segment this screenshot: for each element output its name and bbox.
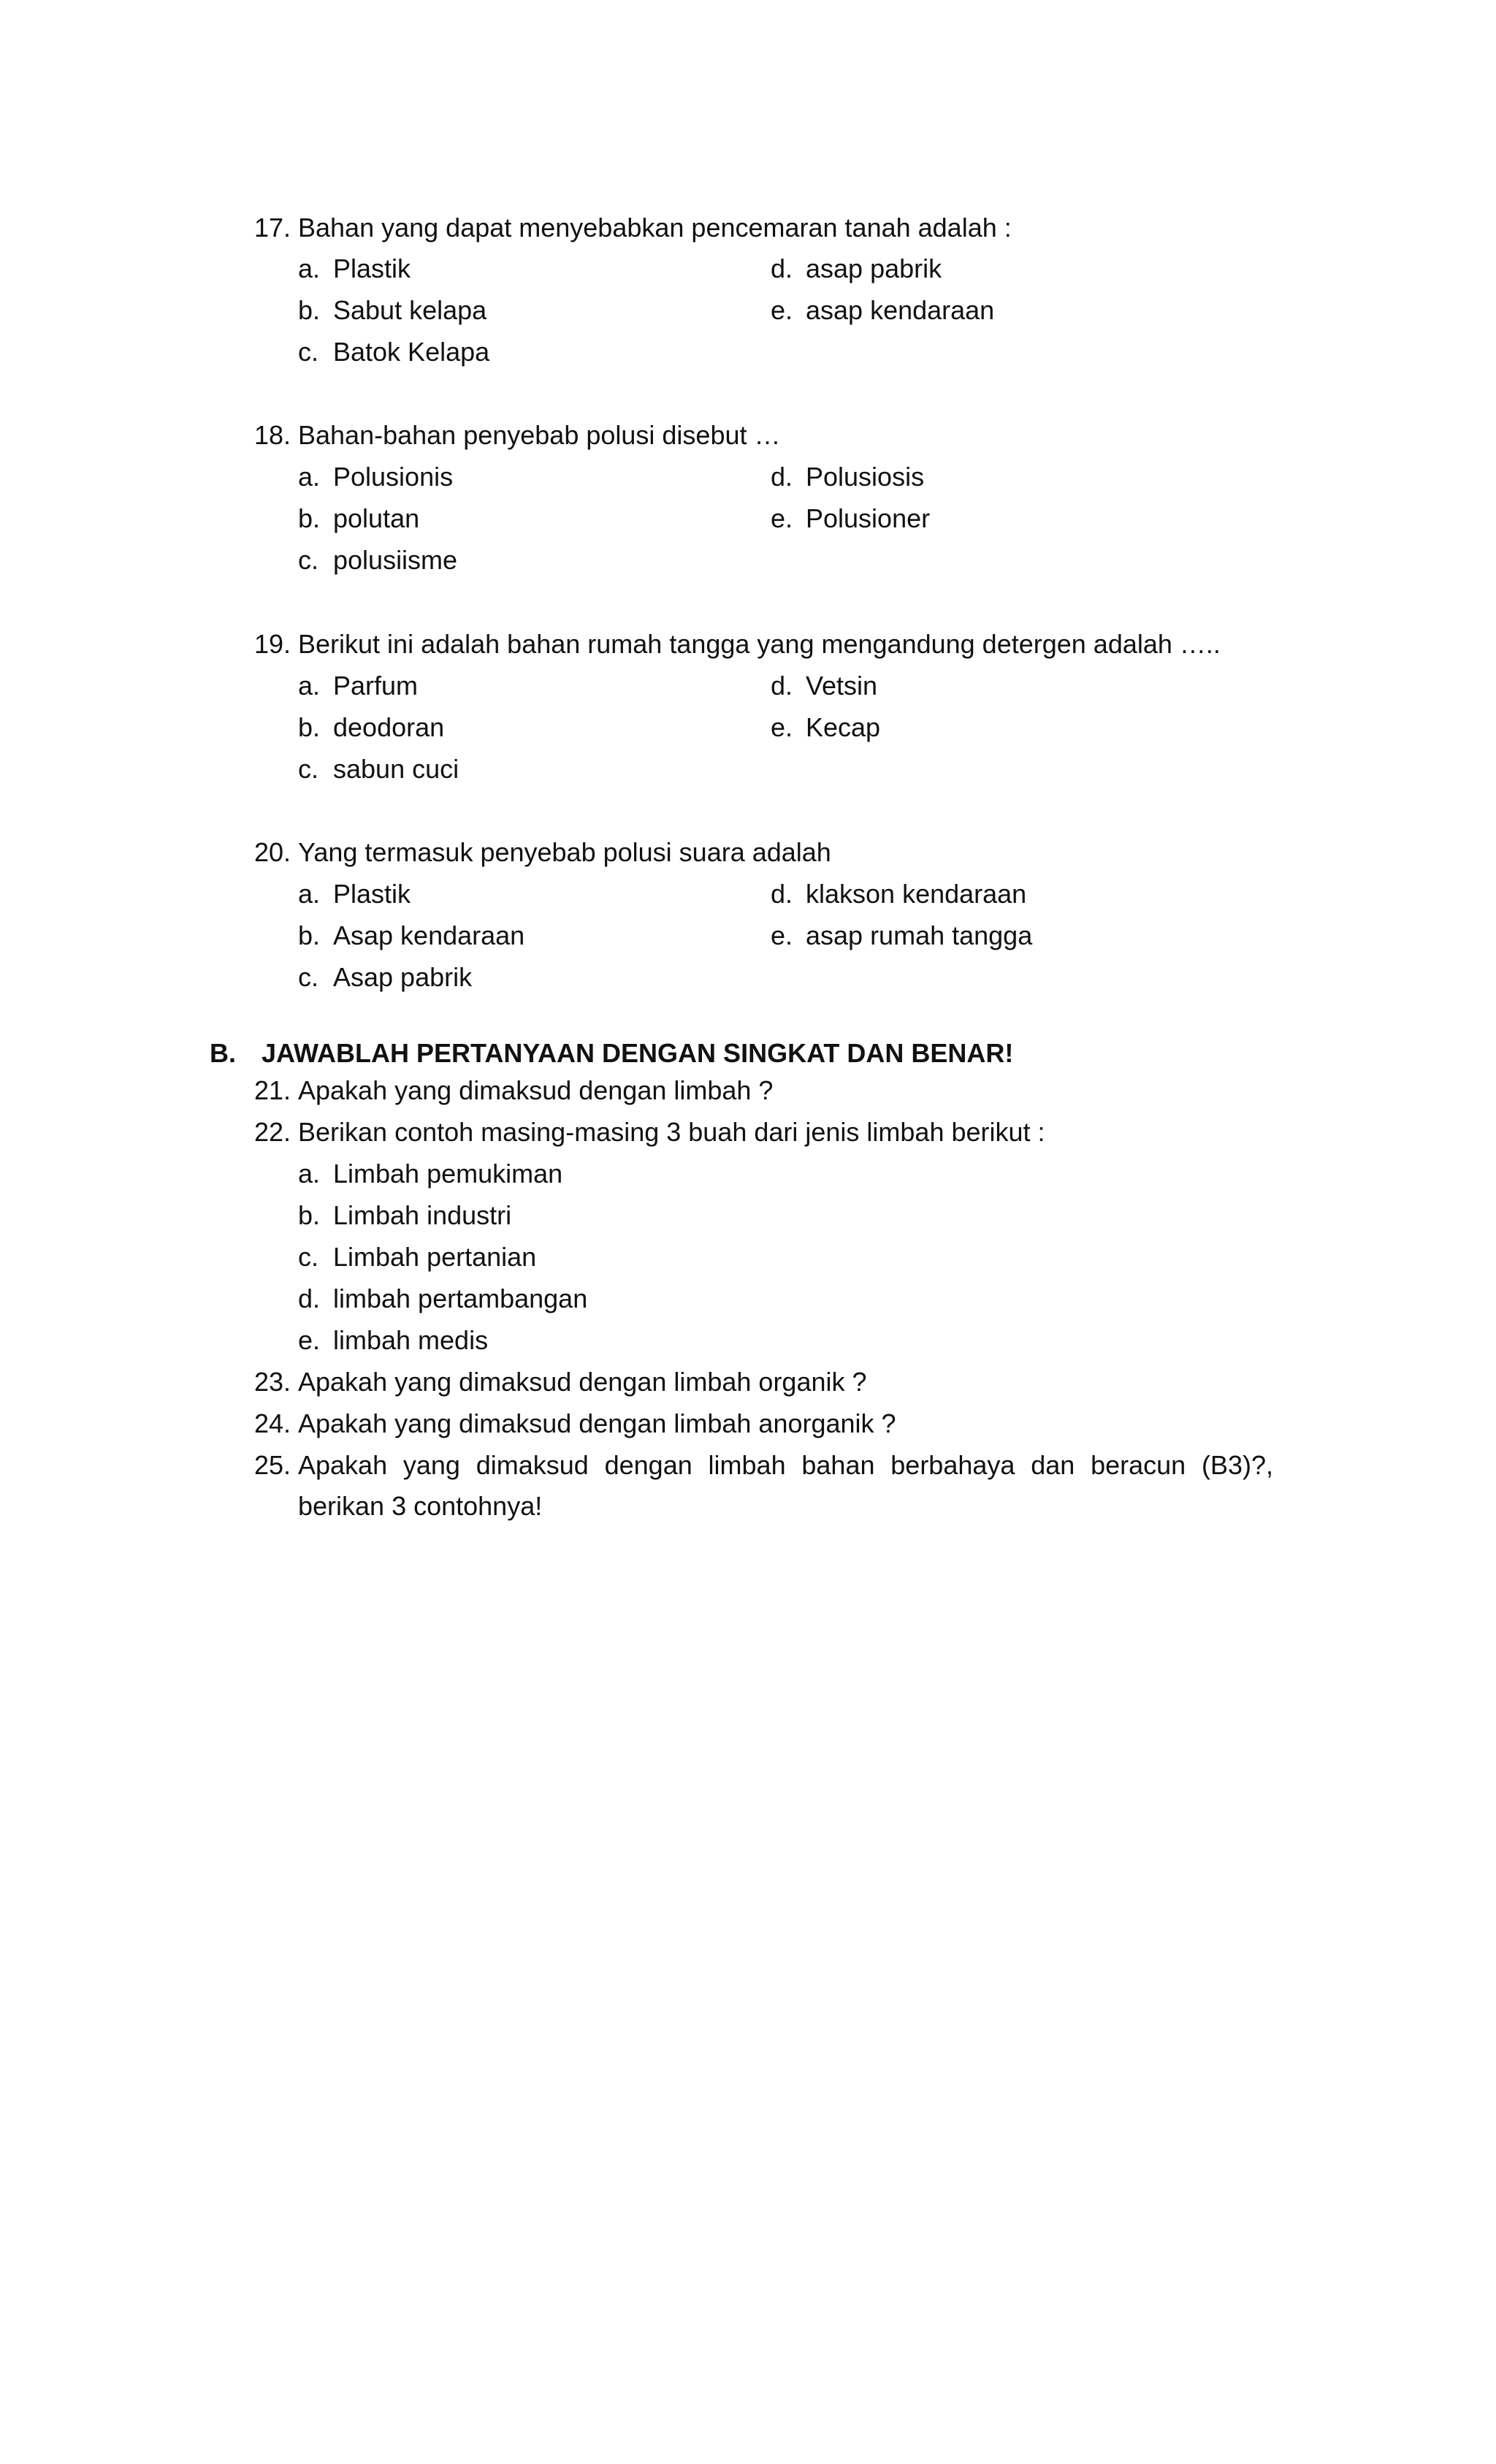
list-item: b. Limbah industri <box>298 1200 512 1230</box>
question-text: Apakah yang dimaksud dengan limbah anorganik ? <box>298 1408 896 1438</box>
question-17 <box>254 212 1012 244</box>
question-text: Apakah yang dimaksud dengan limbah bahan berbahaya dan beracun (B3)?, berikan 3 contohnya! <box>298 1450 1273 1521</box>
question-text: Bahan yang dapat menyebabkan pencemaran tanah adalah : <box>298 213 1012 243</box>
option-e: e. Kecap <box>771 712 881 742</box>
option-a: a. Plastik <box>298 879 411 909</box>
option-d: d. Vetsin <box>771 671 878 701</box>
question-number: 23. <box>254 1367 291 1397</box>
question-23 <box>254 1366 867 1398</box>
option-c: c. Batok Kelapa <box>298 337 490 367</box>
option-b: b. Asap kendaraan <box>298 920 525 950</box>
question-20 <box>254 836 831 869</box>
option-e: e. asap kendaraan <box>771 295 995 325</box>
option-e: e. Polusioner <box>771 503 931 533</box>
option-b: b. polutan <box>298 503 420 533</box>
question-22 <box>254 1116 1045 1148</box>
question-number: 20. <box>254 837 291 867</box>
question-number: 19. <box>254 629 291 659</box>
list-item: a. Limbah pemukiman <box>298 1159 563 1189</box>
question-text: Apakah yang dimaksud dengan limbah organik ? <box>298 1367 867 1397</box>
question-number: 22. <box>254 1117 291 1147</box>
option-e: e. asap rumah tangga <box>771 920 1033 950</box>
question-number: 21. <box>254 1075 291 1105</box>
option-d: d. Polusiosis <box>771 462 925 492</box>
option-d: d. klakson kendaraan <box>771 879 1027 909</box>
question-number: 18. <box>254 420 291 450</box>
option-a: a. Polusionis <box>298 462 454 492</box>
list-item: d. limbah pertambangan <box>298 1284 588 1313</box>
question-text: Bahan-bahan penyebab polusi disebut … <box>298 420 781 450</box>
question-text: Berikut ini adalah bahan rumah tangga yang mengandung detergen adalah ….. <box>298 629 1221 659</box>
section-letter: B. <box>210 1038 236 1068</box>
option-b: b. Sabut kelapa <box>298 295 487 325</box>
question-18 <box>254 419 781 451</box>
option-c: c. sabun cuci <box>298 754 459 784</box>
question-text: Berikan contoh masing-masing 3 buah dari jenis limbah berikut : <box>298 1117 1045 1147</box>
question-25 <box>254 1445 1273 1527</box>
question-19 <box>254 628 1221 660</box>
question-text: Apakah yang dimaksud dengan limbah ? <box>298 1075 774 1105</box>
option-a: a. Parfum <box>298 671 419 701</box>
question-number: 17. <box>254 213 291 243</box>
question-21 <box>254 1075 773 1107</box>
section-title: JAWABLAH PERTANYAAN DENGAN SINGKAT DAN BENAR! <box>262 1038 1014 1068</box>
option-c: c. Asap pabrik <box>298 962 473 992</box>
option-b: b. deodoran <box>298 712 445 742</box>
option-c: c. polusiisme <box>298 545 458 575</box>
section-b-heading <box>210 1037 1013 1069</box>
option-d: d. asap pabrik <box>771 253 942 283</box>
list-item: c. Limbah pertanian <box>298 1242 537 1272</box>
list-item: e. limbah medis <box>298 1325 489 1355</box>
question-number: 24. <box>254 1408 291 1438</box>
question-number: 25. <box>254 1450 291 1480</box>
question-text: Yang termasuk penyebab polusi suara adalah <box>298 837 831 867</box>
question-24 <box>254 1408 896 1440</box>
option-a: a. Plastik <box>298 253 411 283</box>
